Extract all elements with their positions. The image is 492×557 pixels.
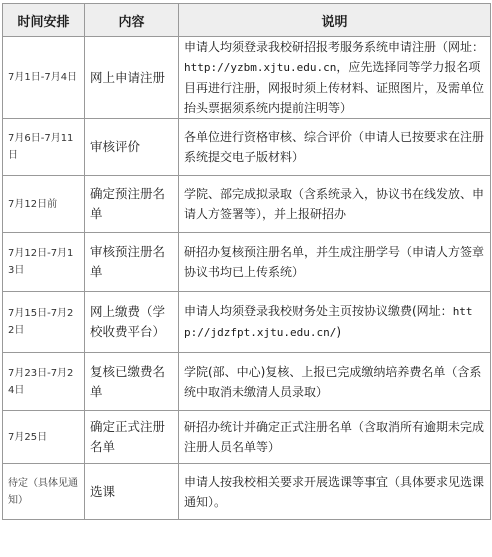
description-text: 各单位进行资格审核、综合评价（申请人已按要求在注册系统提交电子版材料） [184,130,485,164]
table-row [3,464,491,520]
time-cell: 7月12日前 [3,176,85,233]
content-cell: 审核评价 [85,119,179,176]
header-time: 时间安排 [3,4,85,37]
time-cell: 7月12日-7月13日 [3,233,85,292]
time-cell: 7月25日 [3,411,85,464]
content-cell: 选课 [85,464,179,520]
description-cell [179,233,491,292]
table-row [3,233,491,292]
description-text: 研招办复核预注册名单，并生成注册学号（申请人方签章协议书均已上传系统） [184,245,485,279]
time-cell: 7月23日-7月24日 [3,353,85,411]
description-cell [179,292,491,353]
description-text: 学院、部完成拟录取（含系统录入，协议书在线发放、申请人方签署等），并上报研招办 [184,187,485,221]
description-cell [179,119,491,176]
table-row [3,176,491,233]
payment-url-link[interactable]: http://jdzfpt.xjtu.edu.cn/ [184,305,473,339]
description-text: 申请人均须登录我校研招报考服务系统申请注册（网址： [184,40,485,54]
description-text: ，应先选择同等学力报名项目再进行注册，网报时须上传材料、证照图片，及需单位抬头票据须系统内提前注明等） [184,60,485,115]
table-header-row [3,4,491,37]
content-cell: 网上申请注册 [85,37,179,119]
description-text: 申请人按我校相关要求开展选课等事宜（具体要求见选课通知）。 [184,474,485,509]
description-cell [179,37,491,119]
table-row [3,353,491,411]
description-cell [179,353,491,411]
table-row [3,292,491,353]
schedule-table-container [2,3,490,520]
description-text: ) [336,325,342,339]
description-cell [179,464,491,520]
description-text: 学院(部、中心)复核、上报已完成缴纳培养费名单（含系统中取消未缴清人员录取） [184,364,482,399]
table-row [3,119,491,176]
table-row [3,411,491,464]
time-cell: 待定（具体见通知） [3,464,85,520]
content-cell: 复核已缴费名单 [85,353,179,411]
time-cell: 7月15日-7月22日 [3,292,85,353]
header-content: 内容 [85,4,179,37]
content-cell: 确定正式注册名单 [85,411,179,464]
description-text: 研招办统计并确定正式注册名单（含取消所有逾期未完成注册人员名单等） [184,420,485,454]
header-description: 说明 [179,4,491,37]
time-cell: 7月6日-7月11日 [3,119,85,176]
schedule-table [2,3,491,520]
registration-url-link[interactable]: http://yzbm.xjtu.edu.cn [184,61,337,74]
table-row [3,37,491,119]
content-cell: 审核预注册名单 [85,233,179,292]
description-text: 申请人均须登录我校财务处主页按协议缴费(网址： [184,304,453,318]
content-cell: 确定预注册名单 [85,176,179,233]
description-cell [179,411,491,464]
description-cell [179,176,491,233]
content-cell: 网上缴费（学校收费平台） [85,292,179,353]
time-cell: 7月1日-7月4日 [3,37,85,119]
